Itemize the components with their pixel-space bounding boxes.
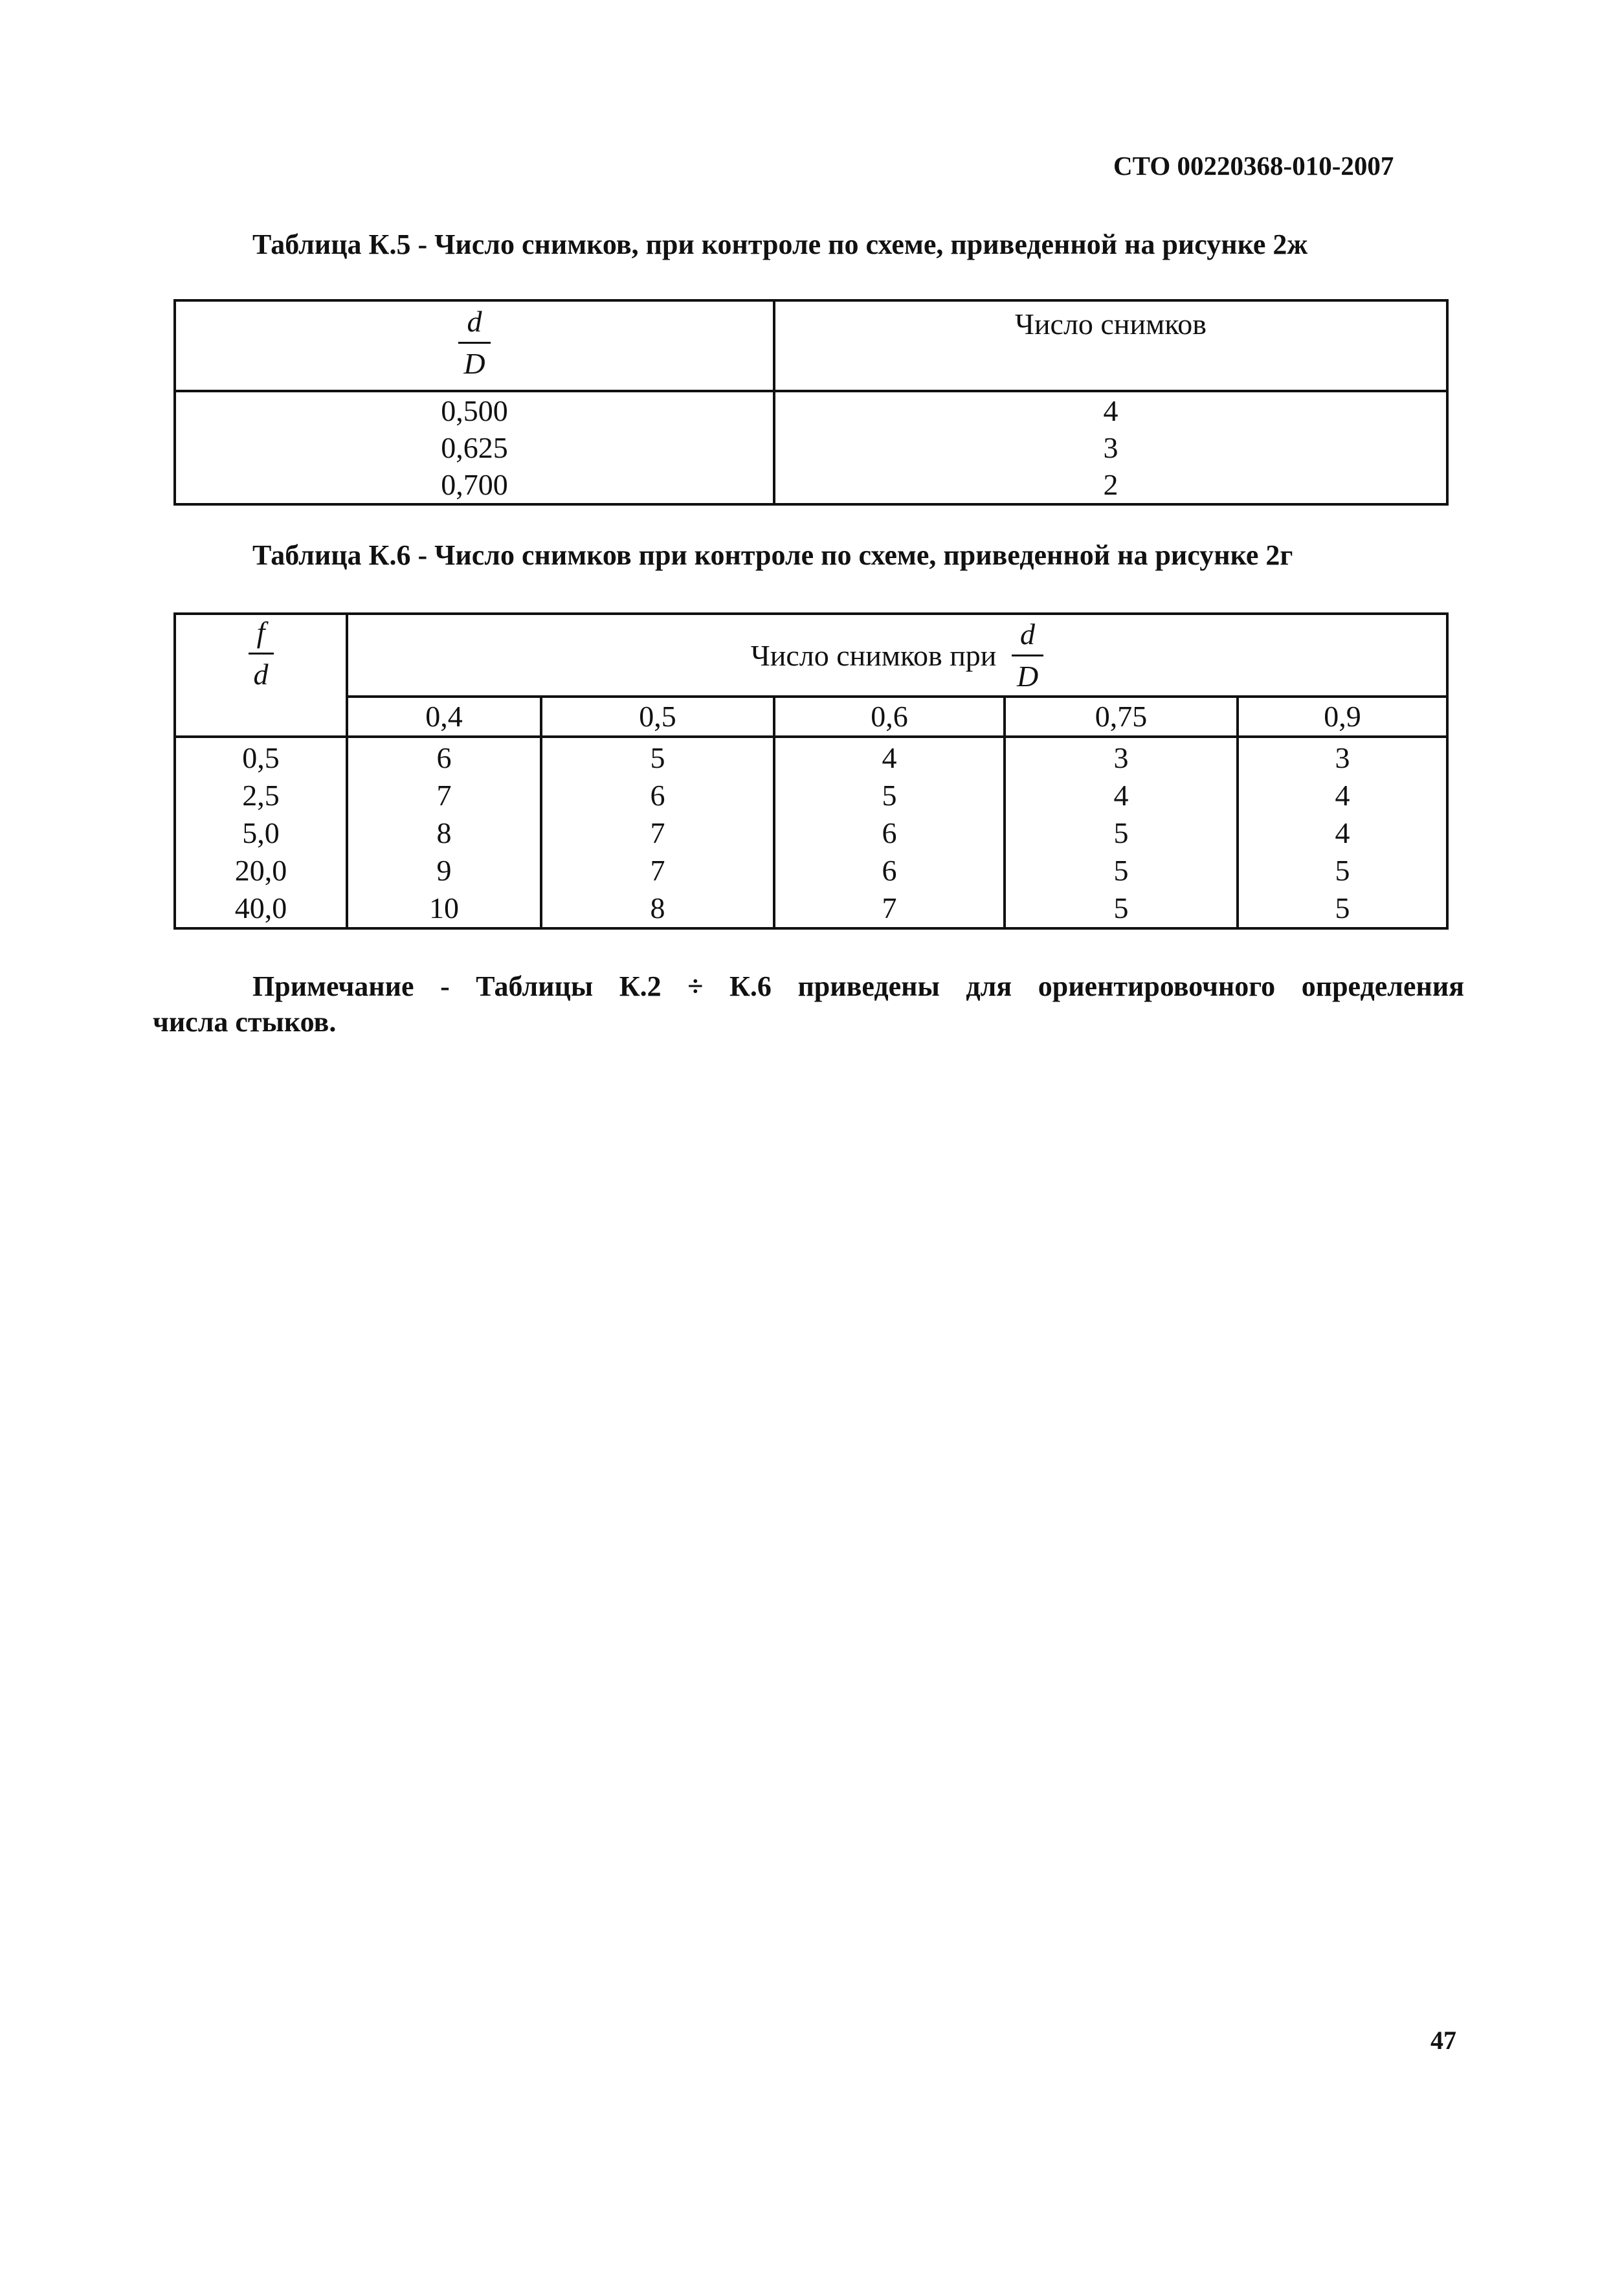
table-k5-col1-values	[175, 391, 774, 504]
fraction-denominator: D	[463, 347, 485, 380]
ratio-d-over-D	[458, 307, 490, 379]
table-cell: 5,0	[242, 816, 280, 849]
table-cell: 4	[1113, 779, 1129, 812]
table-k6-header-row	[175, 614, 1447, 697]
column-header: 0,5	[541, 697, 774, 737]
table-k5-header-row	[175, 300, 1447, 391]
table-k6-subheader-row	[175, 697, 1447, 737]
table-row	[175, 737, 1447, 928]
table-k5-col2-values	[774, 391, 1447, 504]
table-k6-rowhead-values	[175, 737, 347, 928]
table-k6-col-values	[774, 737, 1005, 928]
table-k5-caption: Таблица К.5 - Число снимков, при контроле по схеме, приведенной на рисунке 2ж	[252, 229, 1308, 260]
column-header: 0,75	[1005, 697, 1238, 737]
table-cell: 7	[650, 816, 665, 849]
table-cell: 3	[1103, 431, 1118, 464]
table-k6-caption: Таблица К.6 - Число снимков при контроле по схеме, приведенной на рисунке 2г	[252, 539, 1293, 571]
table-k5	[173, 299, 1449, 506]
table-cell: 7	[650, 854, 665, 887]
fraction-bar	[1012, 655, 1043, 656]
table-cell: 5	[650, 741, 665, 774]
table-cell: 6	[436, 741, 452, 774]
table-cell: 2,5	[242, 779, 280, 812]
table-k5-col1-header	[175, 300, 774, 391]
group-label: Число снимков при	[750, 638, 997, 672]
table-cell: 7	[882, 891, 897, 924]
fraction-numerator: d	[1020, 617, 1036, 651]
table-cell: 6	[882, 854, 897, 887]
table-cell: 5	[1113, 891, 1129, 924]
table-cell: 40,0	[234, 891, 287, 924]
table-cell: 7	[436, 779, 452, 812]
ratio-d-over-D	[1012, 617, 1043, 693]
table-cell: 4	[1103, 394, 1118, 427]
fraction-denominator: d	[253, 658, 269, 691]
table-cell: 6	[650, 779, 665, 812]
table-cell: 5	[1113, 854, 1129, 887]
note-paragraph-continuation: числа стыков.	[153, 1006, 337, 1038]
table-cell: 3	[1335, 741, 1350, 774]
table-cell: 4	[1335, 816, 1350, 849]
document-code: СТО 00220368-010-2007	[1113, 151, 1394, 181]
table-k5-col2-header: Число снимков	[774, 300, 1447, 391]
table-cell: 0,500	[441, 394, 508, 427]
table-k6-col-values	[1005, 737, 1238, 928]
note-paragraph: Примечание - Таблицы К.2 ÷ К.6 приведены для ориентировочного определения	[252, 970, 1464, 1002]
fraction-bar	[458, 342, 490, 344]
table-cell: 3	[1113, 741, 1129, 774]
table-k6-col-values	[541, 737, 774, 928]
table-k6	[173, 612, 1449, 930]
table-k6-group-header	[347, 614, 1447, 697]
ratio-f-over-d	[249, 618, 274, 689]
page-number: 47	[1430, 2026, 1456, 2055]
table-cell: 4	[1335, 779, 1350, 812]
table-cell: 6	[882, 816, 897, 849]
table-cell: 2	[1103, 468, 1118, 501]
fraction-numerator: d	[467, 305, 482, 338]
table-cell: 9	[436, 854, 452, 887]
table-cell: 5	[1335, 854, 1350, 887]
column-header: 0,4	[347, 697, 541, 737]
fraction-numerator: f	[256, 616, 265, 649]
column-header: 0,6	[774, 697, 1005, 737]
table-row	[175, 391, 1447, 504]
column-header: 0,9	[1238, 697, 1447, 737]
table-k6-rowhead	[175, 614, 347, 737]
table-cell: 0,5	[242, 741, 280, 774]
table-k6-col-values	[1238, 737, 1447, 928]
table-cell: 0,625	[441, 431, 508, 464]
table-cell: 0,700	[441, 468, 508, 501]
table-cell: 8	[436, 816, 452, 849]
fraction-bar	[249, 653, 274, 655]
table-cell: 5	[1113, 816, 1129, 849]
table-cell: 20,0	[234, 854, 287, 887]
table-cell: 8	[650, 891, 665, 924]
fraction-denominator: D	[1016, 659, 1039, 693]
table-cell: 10	[429, 891, 459, 924]
table-cell: 5	[882, 779, 897, 812]
table-cell: 4	[882, 741, 897, 774]
table-cell: 5	[1335, 891, 1350, 924]
table-k6-col-values	[347, 737, 541, 928]
